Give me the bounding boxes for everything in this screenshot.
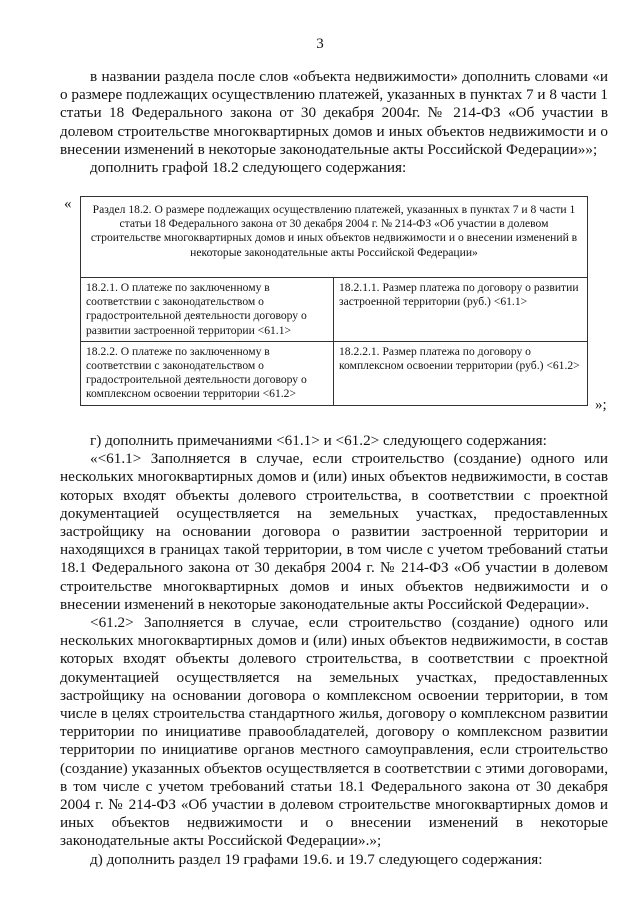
intro-text <box>60 68 608 177</box>
notes-intro: г) дополнить примечаниями <61.1> и <61.2> следующего содержания: <box>90 432 547 449</box>
intro-paragraph-column: дополнить графой 18.2 следующего содержания: <box>90 159 407 177</box>
section-19-instruction: д) дополнить раздел 19 графами 19.6. и 19.7 следующего содержания: <box>90 850 543 868</box>
table-cell-18-2-1-1: 18.2.1.1. Размер платежа по договору о развитии застроенной территории (руб.) <61.1> <box>334 278 588 342</box>
notes-text <box>60 432 608 869</box>
section-18-2-table <box>80 196 588 406</box>
table-cell-18-2-2-1: 18.2.2.1. Размер платежа по договору о комплексном освоении территории (руб.) <61.2> <box>334 341 588 405</box>
note-61-2: <61.2> Заполняется в случае, если строительство (создание) одного или нескольких многоквартирных домов и (или) иных объектов недвижимости, в состав которых входят объекты долевого строительства, в соответствии с проектной документацией осуществляется на земельных участках, предоставленных застройщику на основании договора о комплексном освоении территории, в том числе в целях строительства стандартного жилья, договору о комплексном развитии территории по инициативе правообладателей, договору о комплексном развитии территории по инициативе органов местного самоуправления, если строительство (создание) указанных объектов осуществляется в соответствии с этими договорами, в том числе с учетом требований статьи 18.1 Федерального закона от 30 декабря 2004 г. № 214-ФЗ «Об участии в долевом строительстве многоквартирных домов и иных объектов недвижимости и о внесении изменений в некоторые законодательные акты Российской Федерации».»; <box>60 614 608 850</box>
opening-quote: « <box>64 196 72 212</box>
table-cell-18-2-2: 18.2.2. О платеже по заключенному в соответствии с законодательством о градостроительной деятельности договору о комплексном освоении территории <61.2> <box>81 341 334 405</box>
closing-quote: »; <box>595 397 607 413</box>
note-61-1: «<61.1> Заполняется в случае, если строительство (создание) одного или нескольких многоквартирных домов и (или) иных объектов недвижимости, в состав которых входят объекты долевого строительства, в соответствии с проектной документацией осуществляется на земельных участках, предоставленных застройщику на основании договора о развитии застроенной территории и находящихся в границах такой территории, в том числе с учетом требований статьи 18.1 Федерального закона от 30 декабря 2004 г. № 214-ФЗ «Об участии в долевом строительстве многоквартирных домов и иных объектов недвижимости и о внесении изменений в некоторые законодательные акты Российской Федерации». <box>60 450 608 613</box>
table-row <box>81 341 588 405</box>
intro-paragraph: в названии раздела после слов «объекта недвижимости» дополнить словами «и о размере подлежащих осуществлению платежей, указанных в пунктах 7 и 8 части 1 статьи 18 Федерального закона от 30 декабря 2004г. № 214-ФЗ «Об участии в долевом строительстве многоквартирных домов и иных объектов недвижимости и о внесении изменений в некоторые законодательные акты Российской Федерации»»; <box>60 68 608 158</box>
table-cell-18-2-1: 18.2.1. О платеже по заключенному в соответствии с законодательством о градостроительной деятельности договору о развитии застроенной территории <61.1> <box>81 278 334 342</box>
table-header-cell: Раздел 18.2. О размере подлежащих осуществлению платежей, указанных в пунктах 7 и 8 части 1 статьи 18 Федерального закона от 30 декабря 2004 г. № 214-ФЗ «Об участии в долевом строительстве многоквартирных домов и иных объектов недвижимости и о внесении изменений в некоторые законодательные акты Российской Федерации» <box>81 197 588 278</box>
page-number: 3 <box>316 36 324 52</box>
table-row <box>81 278 588 342</box>
